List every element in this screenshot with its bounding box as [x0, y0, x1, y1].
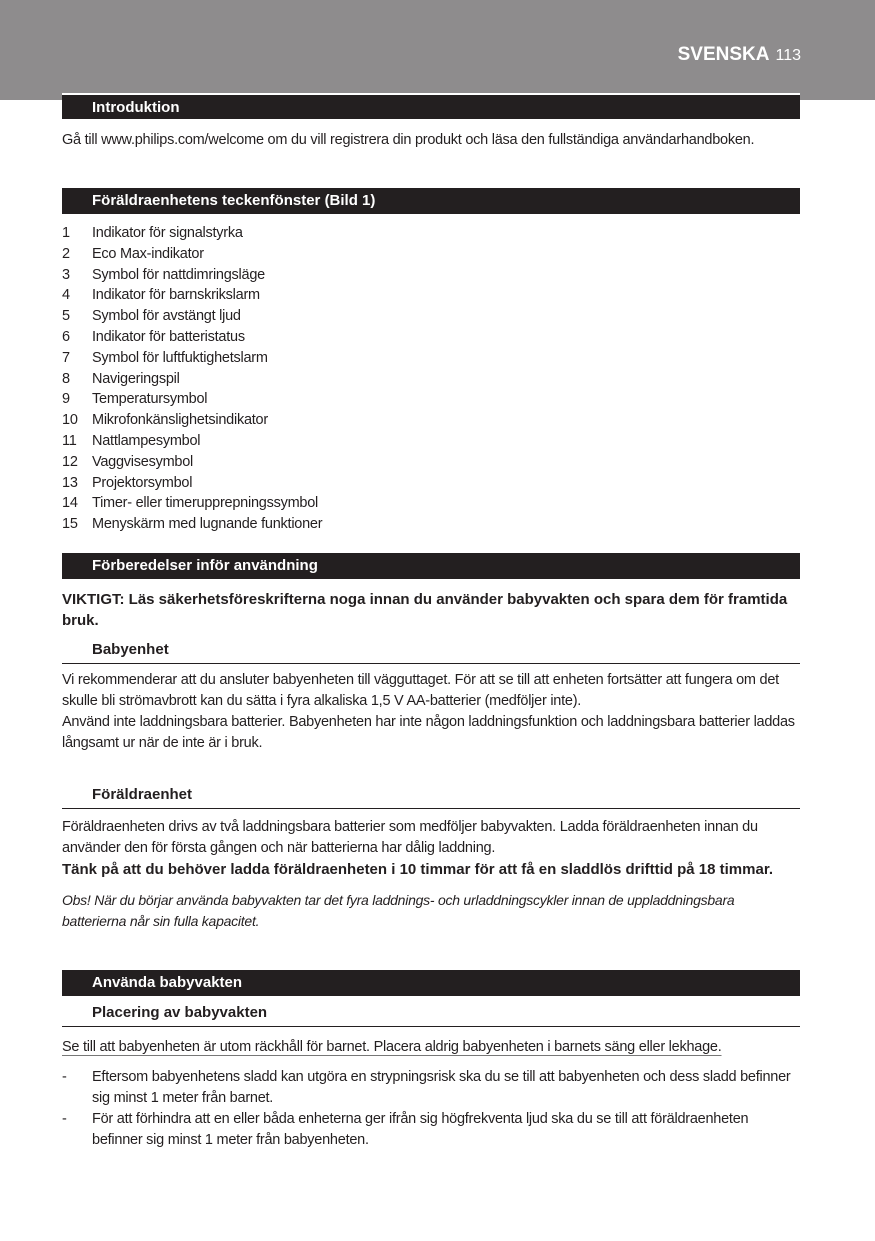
section-heading-display: Föräldraenhetens teckenfönster (Bild 1)	[62, 188, 800, 214]
display-item	[62, 244, 800, 265]
display-item-text: Indikator för barnskrikslarm	[92, 287, 260, 304]
display-item	[62, 265, 800, 286]
intro-text: Gå till www.philips.com/welcome om du vill registrera din produkt och läsa den fullständiga användarhandboken.	[62, 132, 755, 148]
subheading-babyenhet: Babyenhet	[62, 640, 800, 664]
display-item-marker: 1	[62, 225, 70, 241]
display-item-text: Navigeringspil	[92, 370, 180, 387]
display-item-marker: 3	[62, 266, 70, 283]
display-item-text: Vaggvisesymbol	[92, 453, 194, 470]
subheading-foraldraenhet: Föräldraenhet	[62, 785, 800, 809]
section-heading-use: Använda babyvakten	[62, 970, 800, 996]
display-item	[62, 473, 800, 494]
display-item	[62, 389, 800, 410]
display-item	[62, 452, 800, 473]
parent-unit-text: Föräldraenheten drivs av två laddningsbara batterier som medföljer babyvakten. Ladda föräldraenheten innan du använder den för första gången och när batterierna har dålig laddning.	[62, 819, 758, 856]
display-item-text: Timer- eller timerupprepningssymbol	[92, 495, 319, 512]
display-items-list	[62, 223, 800, 535]
placement-bullet-marker: -	[62, 1069, 67, 1085]
display-item-marker: 12	[62, 453, 78, 470]
display-item-marker: 4	[62, 287, 70, 304]
display-item-marker: 11	[62, 432, 77, 449]
display-item	[62, 285, 800, 306]
display-item-text: Symbol för nattdimringsläge	[92, 266, 265, 283]
section-heading-introduktion: Introduktion	[62, 93, 800, 119]
display-item-text: Mikrofonkänslighetsindikator	[92, 412, 268, 429]
display-item-text: Symbol för avstängt ljud	[92, 308, 241, 325]
display-item-marker: 6	[62, 328, 70, 345]
display-item	[62, 306, 800, 327]
display-item-text: Menyskärm med lugnande funktioner	[92, 516, 323, 533]
display-item	[62, 348, 800, 369]
display-item	[62, 410, 800, 431]
placement-bullet-text: Eftersom babyenhetens sladd kan utgöra en strypningsrisk ska du se till att babyenheten och dess sladd befinner sig minst 1 meter från barnet.	[92, 1069, 791, 1106]
page-number: 113	[775, 47, 801, 64]
display-item	[62, 327, 800, 348]
display-item-text: Indikator för signalstyrka	[92, 225, 243, 241]
baby-unit-text-2: Använd inte laddningsbara batterier. Babyenheten har inte någon laddningsfunktion och laddningsbara batterier laddas långsamt ur när de inte är i bruk.	[62, 714, 795, 751]
placement-bullet	[62, 1067, 800, 1109]
placement-bullets	[62, 1067, 800, 1151]
parent-unit-battery-note: Obs! När du börjar använda babyvakten tar det fyra laddnings- och urladdningscykler innan de uppladdningsbara batterierna når sin fulla kapacitet.	[62, 892, 735, 929]
display-item	[62, 369, 800, 390]
display-item	[62, 431, 800, 452]
important-notice: VIKTIGT: Läs säkerhetsföreskrifterna noga innan du använder babyvakten och spara dem för framtida bruk.	[62, 591, 788, 629]
display-item	[62, 514, 800, 535]
display-item-marker: 13	[62, 474, 78, 491]
display-item-text: Eco Max-indikator	[92, 245, 204, 262]
placement-bullet	[62, 1109, 800, 1151]
display-item-marker: 7	[62, 349, 70, 366]
display-item-text: Nattlampesymbol	[92, 432, 201, 449]
language-label: SVENSKA	[677, 44, 770, 65]
placement-bullet-marker: -	[62, 1111, 67, 1127]
placement-warning: Se till att babyenheten är utom räckhåll för barnet. Placera aldrig babyenheten i barnets säng eller lekhage.	[62, 1039, 722, 1055]
display-item-text: Projektorsymbol	[92, 474, 193, 491]
display-item-text: Indikator för batteristatus	[92, 328, 245, 345]
placement-bullet-text: För att förhindra att en eller båda enheterna ger ifrån sig högfrekventa ljud ska du se till att föräldraenheten befinner sig minst 1 meter från babyenheten.	[92, 1111, 749, 1148]
parent-unit-charge-note: Tänk på att du behöver ladda föräldraenheten i 10 timmar för att få en sladdlös drifttid på 18 timmar.	[62, 861, 773, 878]
display-item-marker: 10	[62, 412, 78, 429]
display-item-marker: 9	[62, 391, 70, 408]
display-item	[62, 223, 800, 244]
display-item-text: Temperatursymbol	[92, 391, 208, 408]
display-item-marker: 15	[62, 516, 78, 533]
display-item-marker: 14	[62, 495, 78, 512]
baby-unit-text-1: Vi rekommenderar att du ansluter babyenheten till vägguttaget. För att se till att enheten fortsätter att fungera om det skulle bli strömavbrott kan du sätta i fyra alkaliska 1,5 V AA-batterier (medföljer inte).	[62, 672, 779, 709]
display-item	[62, 493, 800, 514]
display-item-marker: 5	[62, 308, 70, 325]
subheading-placering: Placering av babyvakten	[62, 1003, 800, 1027]
display-item-marker: 8	[62, 370, 70, 387]
display-item-marker: 2	[62, 245, 70, 262]
display-item-text: Symbol för luftfuktighetslarm	[92, 349, 268, 366]
running-header	[678, 44, 801, 66]
section-heading-prep: Förberedelser inför användning	[62, 553, 800, 579]
